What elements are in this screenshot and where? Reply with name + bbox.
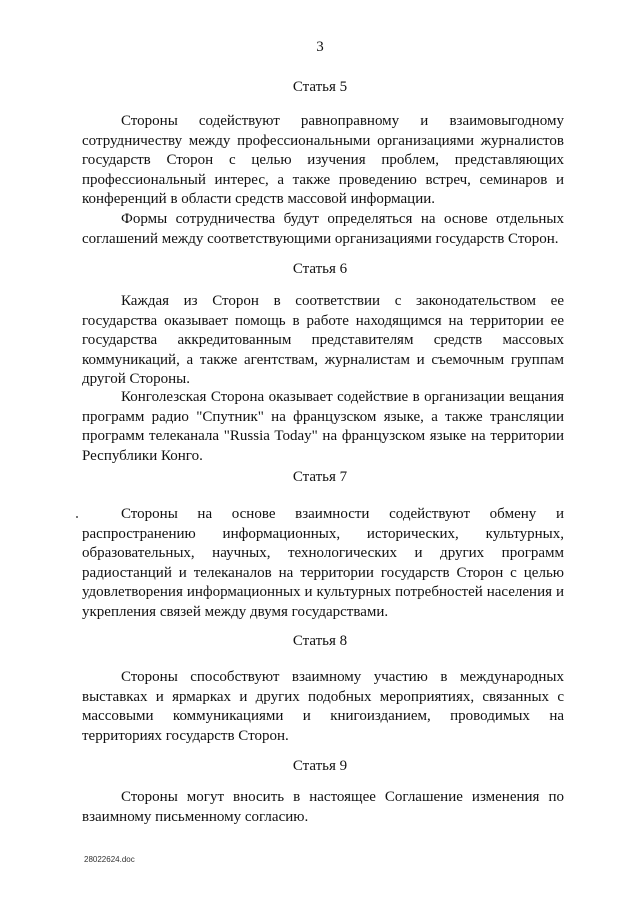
article-9-heading: Статья 9 [292, 758, 348, 774]
footer-filename: 28022624.doc [84, 855, 135, 864]
article-6-paragraph-1: Каждая из Сторон в соответствии с законодательством ее государства оказывает помощь в работе находящимся на территории ее государства аккредитованным представителям средств массовых коммуникаций, а также агентствам, журналистам и съемочным группам другой Стороны. [82, 293, 564, 387]
article-8-paragraph-1: Стороны способствуют взаимному участию в международных выставках и ярмарках и других подобных мероприятиях, связанных с массовыми коммуникациями и книгоизданием, проводимых на территориях государств Сторон. [82, 669, 564, 744]
article-5-paragraph-2: Формы сотрудничества будут определяться на основе отдельных соглашений между соответствующими организациями государств Сторон. [82, 211, 564, 247]
article-8-heading: Статья 8 [292, 633, 348, 649]
page-number: 3 [316, 39, 324, 55]
article-5-paragraph-1: Стороны содействуют равноправному и взаимовыгодному сотрудничеству между профессиональными организациями журналистов государств Сторон с целью изучения проблем, представляющих профессиональный интерес, а также проведению встреч, семинаров и конференций в области средств массовой информации. [82, 113, 564, 207]
article-5-heading: Статья 5 [292, 79, 348, 95]
article-9-paragraph-1: Стороны могут вносить в настоящее Соглашение изменения по взаимному письменному согласию. [82, 789, 564, 825]
article-6-heading: Статья 6 [292, 261, 348, 277]
article-7-paragraph-1: Стороны на основе взаимности содействуют обмену и распространению информационных, исторических, культурных, образовательных, научных, технологических и других программ радиостанций и телеканалов на территории государств Сторон с целью удовлетворения информационных и культурных потребностей населения и укрепления связей между двумя государствами. [82, 506, 564, 620]
stray-mark [76, 516, 78, 518]
article-7-heading: Статья 7 [292, 469, 348, 485]
article-6-paragraph-2: Конголезская Сторона оказывает содействие в организации вещания программ радио "Спутник" на французском языке, а также трансляции программ телеканала "Russia Today" на французском языке на территории Республики Конго. [82, 389, 564, 464]
